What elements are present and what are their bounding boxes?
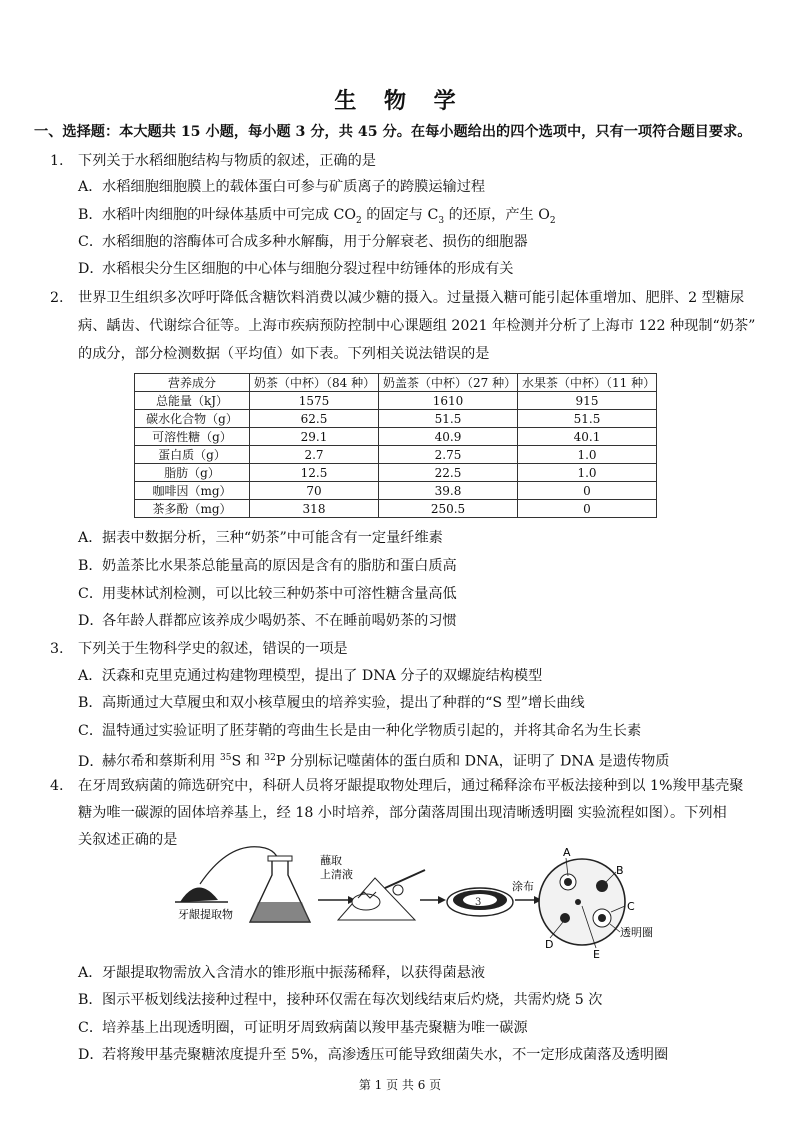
colony-label-b: B — [616, 864, 624, 877]
table-cell: 51.5 — [518, 410, 657, 428]
gum-extract-icon — [180, 887, 218, 902]
option-text: 牙龈提取物需放入含清水的锥形瓶中振荡稀释，以获得菌悬液 — [102, 965, 486, 981]
flask-icon — [250, 856, 310, 922]
option-letter: B． — [78, 207, 103, 223]
q2-option-d — [78, 611, 457, 631]
option-text: S 和 — [231, 753, 265, 770]
q4-option-c — [78, 1018, 528, 1038]
table-cell: 1.0 — [518, 464, 657, 482]
column-header: 水果茶（中杯）（11 种） — [518, 374, 657, 392]
option-text: 温特通过实验证明了胚芽鞘的弯曲生长是由一种化学物质引起的，并将其命名为生长素 — [102, 723, 642, 739]
experiment-flow-diagram — [170, 840, 660, 965]
subscript: 3 — [438, 215, 445, 226]
option-letter: C． — [78, 723, 104, 739]
table-cell: 62.5 — [250, 410, 379, 428]
q1-option-b — [78, 205, 556, 231]
table-row — [135, 392, 657, 410]
option-text: 高斯通过大草履虫和双小核草履虫的培养实验，提出了种群的“S 型”增长曲线 — [102, 695, 585, 711]
table-row — [135, 500, 657, 518]
table-cell: 40.1 — [518, 428, 657, 446]
column-header: 营养成分 — [135, 374, 250, 392]
option-letter: B． — [78, 558, 103, 574]
option-text: 的还原，产生 O — [444, 207, 550, 223]
question-2-line2: 病、龋齿、代谢综合征等。上海市疾病预防控制中心课题组 2021 年检测并分析了上海市 122 种现制“奶茶” — [78, 318, 756, 334]
q3-option-a — [78, 666, 542, 686]
table-cell: 51.5 — [379, 410, 518, 428]
step1-label-b: 上清液 — [320, 868, 353, 881]
svg-text:3: 3 — [475, 897, 482, 908]
option-text: 水稻叶肉细胞的叶绿体基质中可完成 CO — [102, 207, 356, 223]
option-letter: D． — [78, 753, 104, 770]
table-cell: 29.1 — [250, 428, 379, 446]
table-row — [135, 482, 657, 500]
subscript: 2 — [356, 215, 362, 226]
table-cell: 0 — [518, 482, 657, 500]
table-cell: 茶多酚（mg） — [135, 500, 250, 518]
question-text: 下列关于生物科学史的叙述，错误的一项是 — [78, 641, 348, 657]
table-cell: 40.9 — [379, 428, 518, 446]
step1-label-a: 蘸取 — [320, 854, 342, 867]
petri-dish-icon — [447, 888, 513, 916]
question-text: 在牙周致病菌的筛选研究中，科研人员将牙龈提取物处理后，通过稀释涂布平板法接种到以 1%羧甲基壳聚 — [78, 778, 744, 794]
option-text: 奶盖茶比水果茶总能量高的原因是含有的脂肪和蛋白质高 — [102, 558, 457, 574]
option-text: 若将羧甲基壳聚糖浓度提升至 5%，高渗透压可能导致细菌失水，不一定形成菌落及透明圈 — [102, 1047, 669, 1063]
table-cell: 250.5 — [379, 500, 518, 518]
table-row — [135, 446, 657, 464]
option-letter: B． — [78, 992, 103, 1008]
superscript: 32 — [264, 753, 276, 763]
option-text: 水稻细胞的溶酶体可合成多种水解酶，用于分解衰老、损伤的细胞器 — [102, 234, 528, 250]
table-row — [135, 428, 657, 446]
colony-label-a: A — [563, 846, 571, 859]
table-cell: 咖啡因（mg） — [135, 482, 250, 500]
option-letter: D． — [78, 261, 104, 277]
option-text: 的固定与 C — [361, 207, 439, 223]
q4-option-b — [78, 990, 602, 1010]
option-letter: D． — [78, 613, 104, 629]
option-text: 据表中数据分析，三种“奶茶”中可能含有一定量纤维素 — [102, 530, 443, 546]
question-4-line3: 关叙述正确的是 — [78, 832, 178, 848]
column-header: 奶盖茶（中杯）（27 种） — [379, 374, 518, 392]
step2-label: 涂布 — [512, 880, 534, 893]
option-text: 图示平板划线法接种过程中，接种环仅需在每次划线结束后灼烧，共需灼烧 5 次 — [102, 992, 603, 1008]
option-letter: A． — [78, 965, 103, 981]
option-text: 培养基上出现透明圈，可证明牙周致病菌以羧甲基壳聚糖为唯一碳源 — [102, 1020, 528, 1036]
q3-option-d — [78, 748, 669, 772]
question-number: 1. — [50, 153, 64, 169]
option-letter: A． — [78, 668, 103, 684]
colony-label-c: C — [627, 900, 635, 913]
option-letter: A． — [78, 179, 103, 195]
colony-label-d: D — [545, 938, 554, 951]
table-cell: 1.0 — [518, 446, 657, 464]
question-4-line2: 糖为唯一碳源的固体培养基上，经 18 小时培养，部分菌落周围出现清晰透明圈 实验流程如图）。下列相 — [78, 805, 727, 821]
question-number: 3. — [50, 641, 64, 657]
question-number: 2. — [50, 290, 64, 306]
question-text: 世界卫生组织多次呼吁降低含糖饮料消费以减少糖的摄入。过量摄入糖可能引起体重增加、肥胖、2 型糖尿 — [78, 290, 745, 306]
q1-option-a — [78, 177, 485, 197]
table-cell: 蛋白质（g） — [135, 446, 250, 464]
table-cell: 318 — [250, 500, 379, 518]
question-2-line1 — [50, 288, 744, 308]
table-cell: 总能量（kJ） — [135, 392, 250, 410]
table-cell: 22.5 — [379, 464, 518, 482]
table-cell: 1610 — [379, 392, 518, 410]
option-letter: C． — [78, 234, 104, 250]
option-letter: D． — [78, 1047, 104, 1063]
table-header-row — [135, 374, 657, 392]
page-footer: 第 1 页 共 6 页 — [358, 1078, 442, 1092]
table-cell: 碳水化合物（g） — [135, 410, 250, 428]
section-heading: 一、选择题：本大题共 15 小题，每小题 3 分，共 45 分。在每小题给出的四个选项中，只有一项符合题目要求。 — [34, 124, 752, 140]
table-cell: 1575 — [250, 392, 379, 410]
subscript: 2 — [549, 215, 556, 226]
q3-option-b — [78, 693, 585, 713]
question-3-stem — [50, 639, 348, 659]
option-text: P 分别标记噬菌体的蛋白质和 DNA，证明了 DNA 是遗传物质 — [275, 753, 670, 770]
option-text: 水稻细胞细胞膜上的载体蛋白可参与矿质离子的跨膜运输过程 — [102, 179, 486, 195]
option-text: 各年龄人群都应该养成少喝奶茶、不在睡前喝奶茶的习惯 — [102, 613, 457, 629]
option-text: 用斐林试剂检测，可以比较三种奶茶中可溶性糖含量高低 — [102, 586, 457, 602]
arrow-head — [438, 896, 446, 904]
q1-option-c — [78, 232, 528, 252]
question-4-line1 — [50, 776, 743, 796]
column-header: 奶茶（中杯）（84 种） — [250, 374, 379, 392]
question-2-line3: 的成分，部分检测数据（平均值）如下表。下列相关说法错误的是 — [78, 346, 490, 362]
table-cell: 39.8 — [379, 482, 518, 500]
q4-option-d — [78, 1045, 668, 1065]
q3-option-c — [78, 721, 641, 741]
nutrition-table — [134, 373, 657, 518]
q2-option-c — [78, 584, 457, 604]
table-cell: 脂肪（g） — [135, 464, 250, 482]
option-letter: A． — [78, 530, 103, 546]
halo-label: 透明圈 — [620, 926, 653, 939]
transfer-curve — [200, 847, 280, 884]
q4-option-a — [78, 963, 485, 983]
table-cell: 915 — [518, 392, 657, 410]
superscript: 35 — [220, 753, 232, 763]
table-row — [135, 410, 657, 428]
option-letter: C． — [78, 1020, 104, 1036]
question-number: 4. — [50, 778, 64, 794]
table-row — [135, 464, 657, 482]
table-cell: 可溶性糖（g） — [135, 428, 250, 446]
table-cell: 70 — [250, 482, 379, 500]
question-text: 下列关于水稻细胞结构与物质的叙述，正确的是 — [78, 153, 376, 169]
table-cell: 2.7 — [250, 446, 379, 464]
table-cell: 12.5 — [250, 464, 379, 482]
option-text: 沃森和克里克通过构建物理模型，提出了 DNA 分子的双螺旋结构模型 — [102, 668, 543, 684]
q2-option-a — [78, 528, 443, 548]
page-title: 生 物 学 — [334, 88, 466, 114]
q1-option-d — [78, 259, 513, 279]
table-cell: 2.75 — [379, 446, 518, 464]
option-letter: C． — [78, 586, 104, 602]
colony-label-e: E — [593, 948, 600, 961]
culture-plate — [539, 859, 625, 945]
option-text: 赫尔希和蔡斯利用 — [102, 753, 221, 770]
extract-label: 牙龈提取物 — [178, 908, 233, 921]
q2-option-b — [78, 556, 457, 576]
option-text: 水稻根尖分生区细胞的中心体与细胞分裂过程中纺锤体的形成有关 — [102, 261, 514, 277]
table-cell: 0 — [518, 500, 657, 518]
question-1-stem — [50, 151, 376, 171]
option-letter: B． — [78, 695, 103, 711]
